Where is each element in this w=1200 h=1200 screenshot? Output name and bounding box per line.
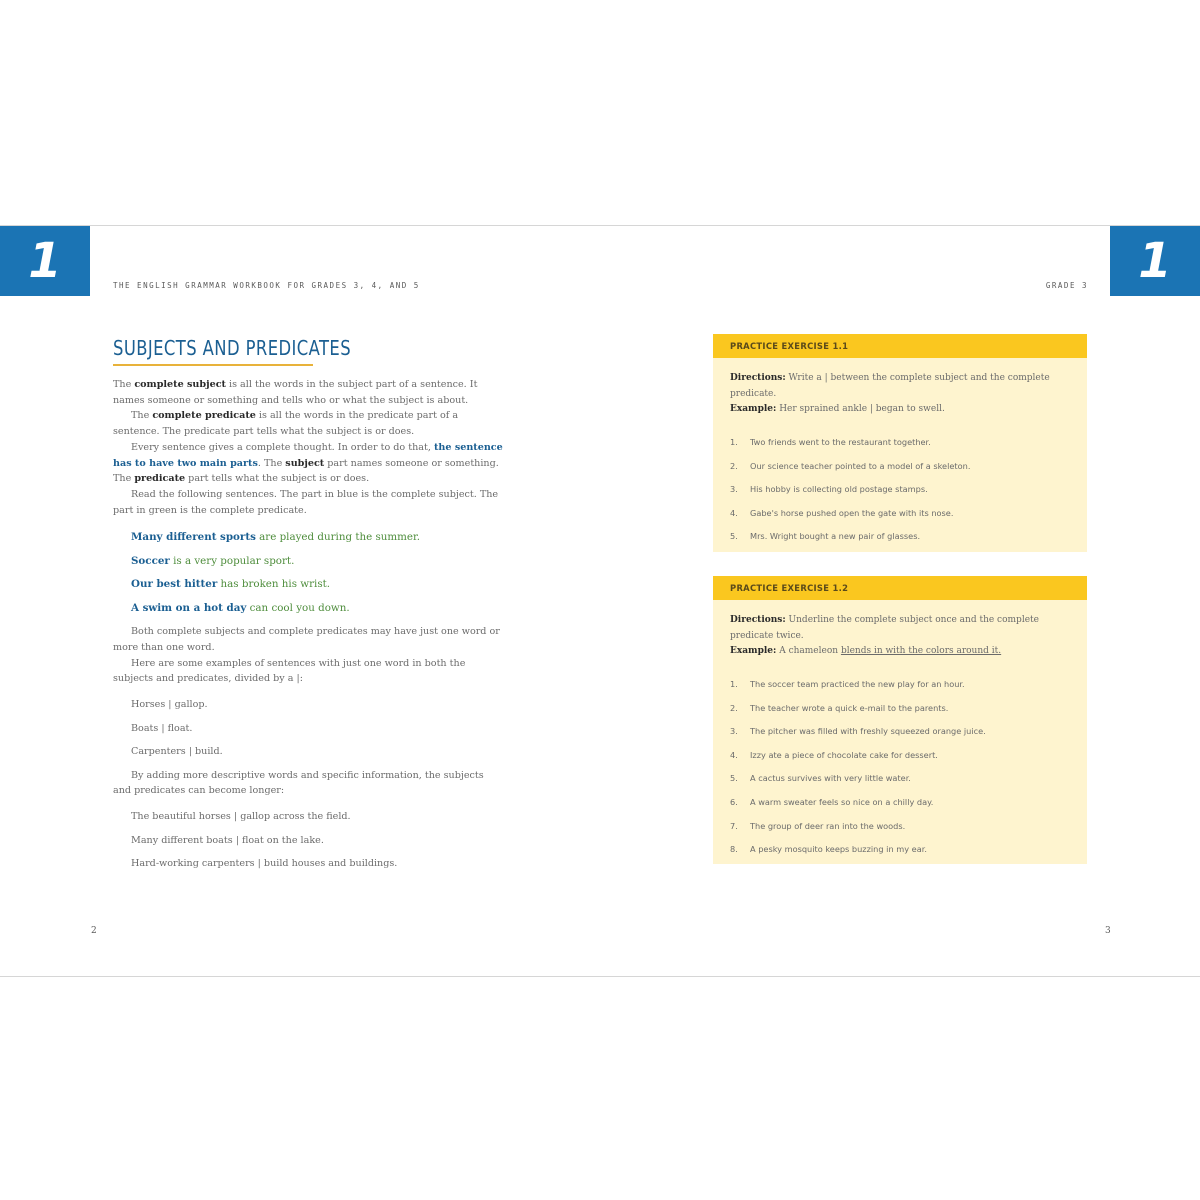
exercise-item: 5. Mrs. Wright bought a new pair of glasses. <box>730 531 921 542</box>
long-example: Hard-working carpenters | build houses and buildings. <box>131 858 398 870</box>
exercise-item: 1. The soccer team practiced the new play for an hour. <box>730 679 965 690</box>
page-number-left: 2 <box>91 926 97 936</box>
exercise-directions: Directions: Underline the complete subject once and the complete predicate twice. <box>730 615 1039 641</box>
exercise-item: 4. Izzy ate a piece of chocolate cake for dessert. <box>730 749 938 760</box>
exercise-item: 3. The pitcher was filled with freshly squeezed orange juice. <box>730 726 986 737</box>
exercise-example: Example: A chameleon blends in with the colors around it. <box>730 646 1002 657</box>
book-spread <box>0 225 1200 977</box>
paragraph-two-parts: Every sentence gives a complete thought. In order to do that, the sentence has to have two main parts. The subject part names someone or something. The predicate part tells what the subject is or does. <box>113 441 503 485</box>
exercise-directions: Directions: Write a | between the complete subject and the complete predicate. <box>730 373 1050 399</box>
running-head-left: THE ENGLISH GRAMMAR WORKBOOK FOR GRADES 3, 4, AND 5 <box>113 281 420 290</box>
exercise-item: 7. The group of deer ran into the woods. <box>730 820 906 831</box>
exercise-item: 2. The teacher wrote a quick e-mail to the parents. <box>730 702 949 713</box>
exercise-title: PRACTICE EXERCISE 1.1 <box>713 334 1087 358</box>
exercise-item: 5. A cactus survives with very little water. <box>730 773 911 784</box>
long-example: The beautiful horses | gallop across the field. <box>131 811 351 823</box>
long-example: Many different boats | float on the lake. <box>131 834 324 846</box>
practice-exercise-1-1 <box>713 334 1087 552</box>
paragraph-longer: By adding more descriptive words and specific information, the subjects and predicates can become longer: <box>113 769 484 797</box>
page-number-right: 3 <box>1105 926 1111 936</box>
chapter-tab-left <box>0 226 90 296</box>
chapter-tab-right <box>1110 226 1200 296</box>
exercise-item: 3. His hobby is collecting old postage stamps. <box>730 484 928 495</box>
paragraph-complete-subject: The complete subject is all the words in the subject part of a sentence. It names someone or something and tells who or what the subject is about. <box>113 379 478 406</box>
chapter-number-left: 1 <box>28 233 62 289</box>
running-head-right: GRADE 3 <box>1045 281 1088 290</box>
title-underline <box>113 364 313 366</box>
exercise-item: 2. Our science teacher pointed to a model of a skeleton. <box>730 460 971 471</box>
color-examples <box>131 526 503 620</box>
practice-exercise-1-2 <box>713 576 1087 864</box>
left-page-body <box>113 377 503 876</box>
exercise-item: 8. A pesky mosquito keeps buzzing in my ear. <box>730 844 927 855</box>
exercise-item: 4. Gabe's horse pushed open the gate with its nose. <box>730 507 954 518</box>
exercise-item: 1. Two friends went to the restaurant together. <box>730 437 931 448</box>
exercise-items <box>730 673 1070 862</box>
color-example: Many different sports are played during the summer. <box>131 531 421 544</box>
color-example: Soccer is a very popular sport. <box>131 554 295 567</box>
paragraph-complete-predicate: The complete predicate is all the words in the predicate part of a sentence. The predicate part tells what the subject is or does. <box>113 410 459 438</box>
paragraph-one-word: Here are some examples of sentences with just one word in both the subjects and predicates, divided by a |: <box>113 657 466 685</box>
chapter-number-right: 1 <box>1138 233 1172 289</box>
short-example: Horses | gallop. <box>131 699 208 711</box>
short-example: Boats | float. <box>131 722 193 734</box>
exercise-title: PRACTICE EXERCISE 1.2 <box>713 576 1087 600</box>
section-title: SUBJECTS AND PREDICATES <box>113 336 352 360</box>
long-examples <box>131 805 503 876</box>
color-example: Our best hitter has broken his wrist. <box>131 578 331 591</box>
exercise-items <box>730 431 1070 549</box>
color-example: A swim on a hot day can cool you down. <box>131 601 350 614</box>
short-example: Carpenters | build. <box>131 746 223 758</box>
short-examples <box>131 693 503 764</box>
paragraph-word-count: Both complete subjects and complete predicates may have just one word or more than one word. <box>113 626 500 654</box>
paragraph-instructions: Read the following sentences. The part in blue is the complete subject. The part in green is the complete predicate. <box>113 488 499 516</box>
exercise-example: Example: Her sprained ankle | began to swell. <box>730 404 945 415</box>
exercise-item: 6. A warm sweater feels so nice on a chilly day. <box>730 797 934 808</box>
